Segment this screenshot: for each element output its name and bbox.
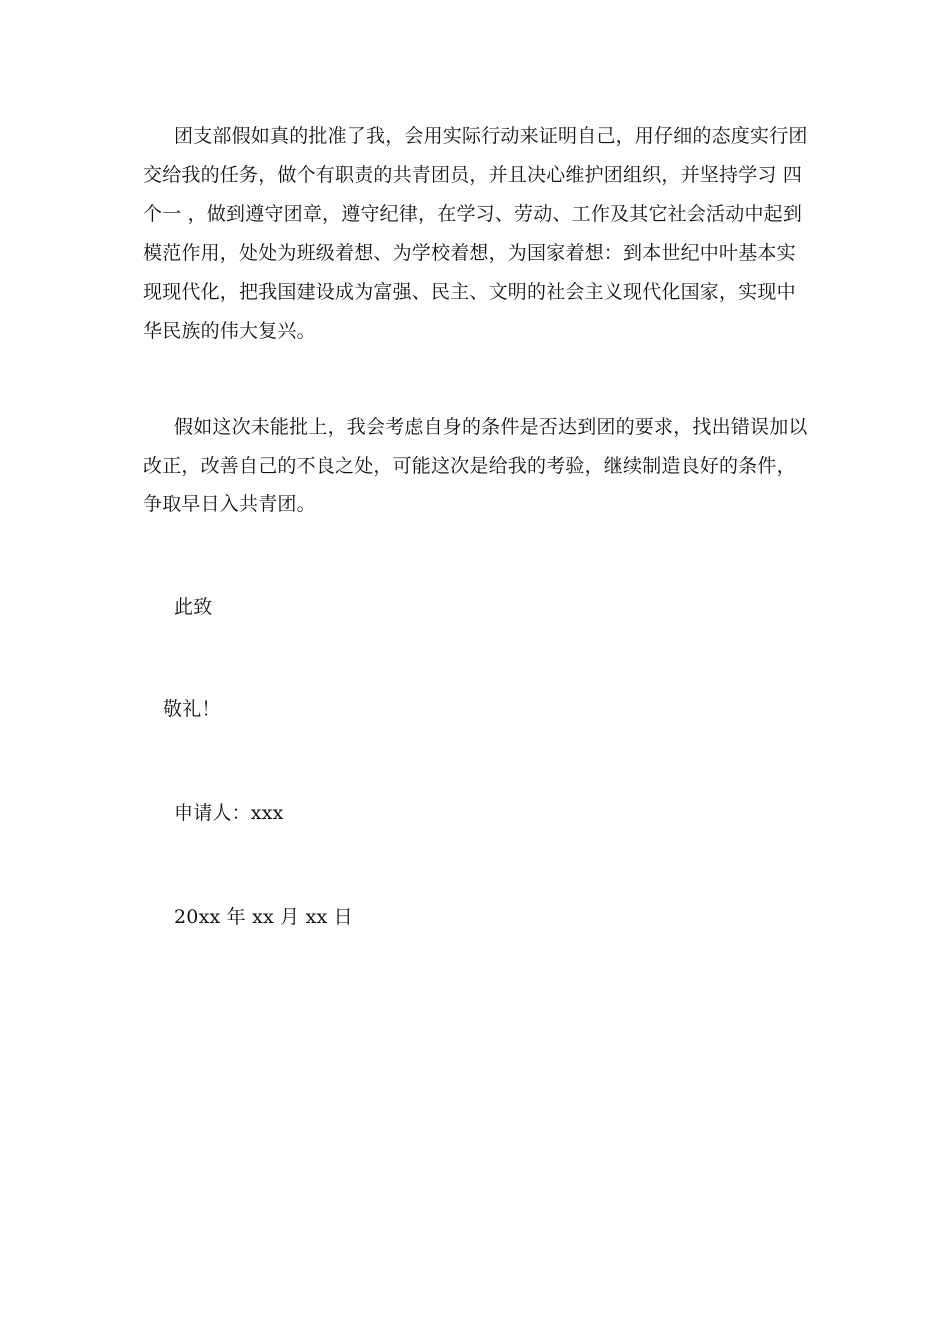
paragraph1-line-6: 华民族的伟大复兴。 xyxy=(143,320,316,342)
application-date: 20xx 年 xx 月 xx 日 xyxy=(174,906,353,928)
paragraph2-line-3: 争取早日入共青团。 xyxy=(143,493,316,515)
applicant-signature: 申请人：xxx xyxy=(174,802,284,824)
closing-salutation: 此致 xyxy=(174,596,213,618)
closing-respect: 敬礼！ xyxy=(163,698,221,720)
paragraph1-line-1: 团支部假如真的批准了我，会用实际行动来证明自己，用仔细的态度实行团 xyxy=(174,125,808,147)
paragraph1-line-2: 交给我的任务，做个有职责的共青团员，并且决心维护团组织，并坚持学习 四 xyxy=(143,164,803,186)
paragraph1-line-5: 现现代化，把我国建设成为富强、民主、文明的社会主义现代化国家，实现中 xyxy=(143,281,796,303)
paragraph2-line-2: 改正，改善自己的不良之处，可能这次是给我的考验，继续制造良好的条件， xyxy=(143,455,796,477)
paragraph1-line-4: 模范作用，处处为班级着想、为学校着想，为国家着想：到本世纪中叶基本实 xyxy=(143,242,796,264)
paragraph1-line-3: 个一 ，做到遵守团章，遵守纪律，在学习、劳动、工作及其它社会活动中起到 xyxy=(143,203,803,225)
paragraph2-line-1: 假如这次未能批上，我会考虑自身的条件是否达到团的要求，找出错误加以 xyxy=(174,416,808,438)
